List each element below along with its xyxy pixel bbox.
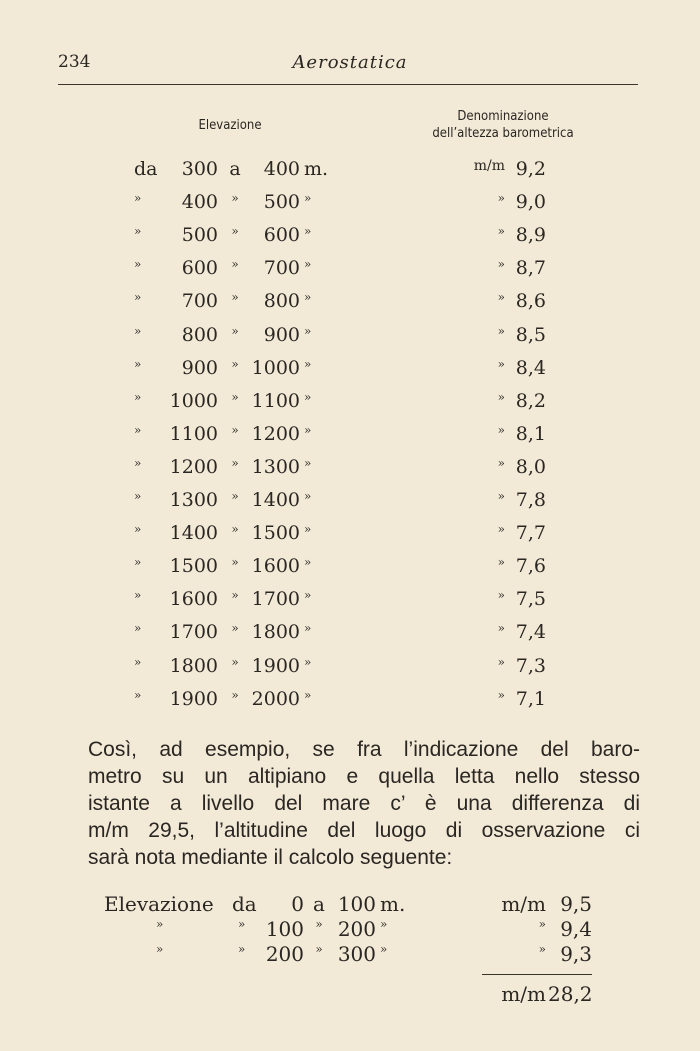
- row-separator: »: [231, 224, 239, 239]
- elevation-to: 1000: [251, 356, 300, 379]
- elevation-from: 1100: [169, 422, 218, 445]
- row-unit: »: [304, 455, 312, 470]
- calc-prefix: »: [238, 917, 246, 931]
- table-row: [0, 390, 700, 422]
- row-separator: »: [231, 621, 239, 636]
- paragraph-line: metro su un altipiano e quella letta nello stesso: [88, 765, 640, 788]
- row-unit: »: [304, 290, 312, 305]
- row-prefix: »: [134, 356, 142, 371]
- calc-label: »: [156, 917, 164, 931]
- calc-unit: »: [380, 942, 388, 956]
- row-prefix: »: [134, 654, 142, 669]
- elevation-to: 1700: [251, 588, 300, 611]
- table-row: [0, 588, 700, 620]
- row-prefix: »: [134, 224, 142, 239]
- barometric-value: 9,2: [515, 158, 546, 180]
- elevation-from: 1700: [169, 621, 218, 644]
- mm-unit: »: [497, 389, 505, 404]
- calc-unit: m.: [380, 892, 406, 916]
- paragraph-line: m/m 29,5, l’altitudine del luogo di osservazione ci: [88, 819, 640, 842]
- elevation-to: 700: [263, 257, 300, 280]
- elevation-from: 1300: [169, 489, 218, 511]
- paragraph-line: istante a livello del mare c’ è una differenza di: [88, 792, 640, 815]
- row-separator: »: [231, 455, 239, 470]
- elevation-to: 1800: [251, 621, 300, 644]
- calc-mm-unit: »: [538, 942, 546, 956]
- mm-unit: »: [497, 422, 505, 437]
- table-row: [0, 290, 700, 322]
- mm-unit: »: [497, 687, 505, 702]
- barometric-value: 8,2: [515, 389, 546, 412]
- calc-value: 9,3: [560, 942, 592, 966]
- elevation-from: 600: [181, 257, 218, 280]
- calc-to: 100: [337, 892, 376, 916]
- calc-label: »: [156, 942, 164, 956]
- elevation-to: 1500: [251, 522, 300, 545]
- barometric-value: 7,1: [515, 687, 546, 710]
- paragraph-line: Così, ad esempio, se fra l’indicazione del baro-: [88, 738, 640, 761]
- row-unit: »: [304, 422, 312, 437]
- elevation-from: 500: [181, 224, 218, 247]
- calc-to: 300: [337, 942, 376, 966]
- barometric-value: 8,9: [515, 224, 546, 247]
- calc-prefix: »: [238, 942, 246, 956]
- row-prefix: »: [134, 588, 142, 603]
- elevation-from: 700: [181, 290, 218, 313]
- barometric-value: 7,5: [515, 588, 546, 611]
- row-separator: a: [229, 158, 241, 180]
- row-separator: »: [231, 356, 239, 371]
- calculation-row: [0, 892, 700, 918]
- running-title: Aerostatica: [292, 52, 408, 73]
- table-row: [0, 522, 700, 554]
- elevation-to: 800: [263, 290, 300, 313]
- row-separator: »: [231, 290, 239, 305]
- mm-unit: »: [497, 191, 505, 206]
- row-prefix: »: [134, 555, 142, 570]
- row-unit: »: [304, 323, 312, 338]
- table-row: [0, 224, 700, 256]
- calc-from: 100: [265, 917, 304, 941]
- table-row: [0, 456, 700, 488]
- elevation-to: 1300: [251, 455, 300, 478]
- row-separator: »: [231, 522, 239, 537]
- table-row: [0, 257, 700, 289]
- row-unit: »: [304, 356, 312, 371]
- row-separator: »: [231, 588, 239, 603]
- column-header-denomination-line2: dell’altezza barometrica: [432, 126, 574, 141]
- table-row: [0, 489, 700, 521]
- mm-unit: »: [497, 588, 505, 603]
- row-prefix: da: [134, 158, 158, 180]
- elevation-from: 400: [181, 191, 218, 214]
- total-unit: m/m: [501, 982, 546, 1006]
- elevation-to: 1600: [251, 555, 300, 578]
- elevation-to: 2000: [251, 687, 300, 710]
- barometric-value: 8,1: [515, 422, 546, 445]
- calc-from: 200: [265, 942, 304, 966]
- mm-unit: »: [497, 654, 505, 669]
- mm-unit: »: [497, 455, 505, 470]
- calc-mm-unit: m/m: [501, 892, 546, 916]
- elevation-to: 1900: [251, 654, 300, 677]
- mm-unit: m/m: [473, 158, 505, 174]
- elevation-to: 400: [263, 158, 300, 180]
- calc-value: 9,4: [560, 917, 592, 941]
- row-unit: »: [304, 654, 312, 669]
- row-separator: »: [231, 687, 239, 702]
- row-separator: »: [231, 191, 239, 206]
- row-unit: »: [304, 522, 312, 537]
- row-separator: »: [231, 257, 239, 272]
- elevation-from: 1500: [169, 555, 218, 578]
- mm-unit: »: [497, 522, 505, 537]
- row-prefix: »: [134, 489, 142, 503]
- total-value: 28,2: [548, 982, 593, 1006]
- barometric-value: 8,6: [515, 290, 546, 313]
- row-prefix: »: [134, 191, 142, 206]
- row-unit: »: [304, 555, 312, 570]
- elevation-from: 1000: [169, 389, 218, 412]
- table-row: [0, 324, 700, 356]
- row-unit: »: [304, 224, 312, 239]
- calculation-total: [0, 982, 700, 1008]
- row-unit: »: [304, 257, 312, 272]
- elevation-to: 600: [263, 224, 300, 247]
- elevation-to: 1400: [251, 489, 300, 511]
- calc-mm-unit: »: [538, 917, 546, 931]
- mm-unit: »: [497, 356, 505, 371]
- sum-rule: [482, 974, 592, 975]
- table-row: [0, 191, 700, 223]
- table-row: [0, 621, 700, 653]
- row-prefix: »: [134, 290, 142, 305]
- barometric-value: 9,0: [515, 191, 546, 214]
- row-separator: »: [231, 323, 239, 338]
- page-number: 234: [58, 52, 91, 72]
- elevation-to: 500: [263, 191, 300, 214]
- barometric-value: 7,8: [515, 489, 546, 511]
- barometric-value: 7,3: [515, 654, 546, 677]
- elevation-from: 1600: [169, 588, 218, 611]
- barometric-value: 8,7: [515, 257, 546, 280]
- mm-unit: »: [497, 621, 505, 636]
- table-row: [0, 158, 700, 190]
- calc-separator: »: [315, 942, 323, 956]
- elevation-from: 1800: [169, 654, 218, 677]
- barometric-value: 7,6: [515, 555, 546, 578]
- row-prefix: »: [134, 522, 142, 537]
- row-prefix: »: [134, 323, 142, 338]
- row-prefix: »: [134, 389, 142, 404]
- row-unit: m.: [304, 158, 329, 180]
- table-row: [0, 357, 700, 389]
- elevation-from: 1200: [169, 455, 218, 478]
- calculation-row: [0, 917, 700, 943]
- mm-unit: »: [497, 555, 505, 570]
- row-unit: »: [304, 489, 312, 503]
- calc-from: 0: [291, 892, 304, 916]
- barometric-value: 7,7: [515, 522, 546, 545]
- row-prefix: »: [134, 422, 142, 437]
- calc-label: Elevazione: [104, 892, 214, 916]
- calc-unit: »: [380, 917, 388, 931]
- barometric-value: 7,4: [515, 621, 546, 644]
- row-prefix: »: [134, 257, 142, 272]
- calc-separator: »: [315, 917, 323, 931]
- row-prefix: »: [134, 621, 142, 636]
- elevation-from: 300: [181, 158, 218, 180]
- elevation-from: 1900: [169, 687, 218, 710]
- table-row: [0, 423, 700, 455]
- barometric-value: 8,0: [515, 455, 546, 478]
- header-rule: [58, 84, 638, 85]
- row-separator: »: [231, 654, 239, 669]
- table-row: [0, 555, 700, 587]
- row-separator: »: [231, 422, 239, 437]
- elevation-from: 800: [181, 323, 218, 346]
- calc-separator: a: [313, 892, 325, 916]
- column-header-denomination: [398, 108, 608, 142]
- body-paragraph: [88, 736, 640, 871]
- row-separator: »: [231, 389, 239, 404]
- elevation-from: 1400: [169, 522, 218, 545]
- elevation-to: 1100: [251, 389, 300, 412]
- row-separator: »: [231, 555, 239, 570]
- row-prefix: »: [134, 455, 142, 470]
- row-unit: »: [304, 588, 312, 603]
- row-unit: »: [304, 621, 312, 636]
- mm-unit: »: [497, 224, 505, 239]
- elevation-to: 1200: [251, 422, 300, 445]
- calculation-row: [0, 942, 700, 968]
- column-header-elevation: Elevazione: [198, 118, 262, 133]
- table-row: [0, 655, 700, 687]
- column-header-denomination-line1: Denominazione: [457, 109, 549, 124]
- mm-unit: »: [497, 257, 505, 272]
- elevation-to: 900: [263, 323, 300, 346]
- calc-value: 9,5: [560, 892, 592, 916]
- row-unit: »: [304, 687, 312, 702]
- row-separator: »: [231, 489, 239, 503]
- row-prefix: »: [134, 687, 142, 702]
- elevation-from: 900: [181, 356, 218, 379]
- barometric-value: 8,4: [515, 356, 546, 379]
- row-unit: »: [304, 389, 312, 404]
- calc-to: 200: [337, 917, 376, 941]
- calc-prefix: da: [232, 892, 257, 916]
- barometric-value: 8,5: [515, 323, 546, 346]
- mm-unit: »: [497, 290, 505, 305]
- paragraph-line: sarà nota mediante il calcolo seguente:: [88, 846, 453, 869]
- row-unit: »: [304, 191, 312, 206]
- mm-unit: »: [497, 323, 505, 338]
- mm-unit: »: [497, 489, 505, 503]
- table-row: [0, 688, 700, 720]
